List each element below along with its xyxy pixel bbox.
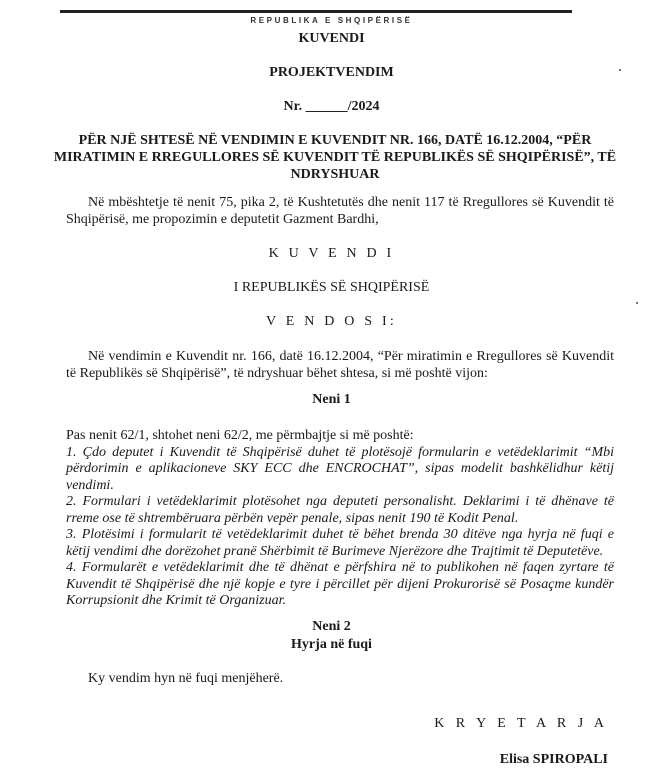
article-1-item: 2. Formulari i vetëdeklarimit plotësohet nga deputeti personalisht. Deklarimi i të dhënave të rreme ose të shtrembëruara përbën vepër penale, sipas nenit 190 të Kodit Penal. — [66, 494, 614, 526]
republic-header: REPUBLIKA E SHQIPËRISË — [250, 16, 413, 25]
assembly-name: K U V E N D I — [268, 246, 395, 261]
signature-role: K R Y E T A R J A — [434, 716, 608, 731]
decides-heading: V E N D O S I: — [266, 314, 397, 329]
article-1-item: 1. Çdo deputet i Kuvendit të Shqipërisë duhet të plotësojë formularin e vetëdeklarimit “Mbi përdorimin e aplikacioneve SKY ECC dhe ENCROCHAT”, sipas modelit bashkëlidhur këtij vendimi. — [66, 444, 614, 493]
signature-name: Elisa SPIROPALI — [499, 752, 608, 767]
article-1-item: 4. Formularët e vetëdeklarimit dhe të dhënat e përfshira në to publikohen në faqen zyrtare të Kuvendit të Shqipërisë dhe një kopje e tyre i përcillet për dijeni Prokurorisë së Posaçme kundër Korrupsionit dhe Krimit të Organizuar. — [66, 560, 614, 608]
article-1-body — [66, 428, 614, 610]
article-1-item: 3. Plotësimi i formularit të vetëdeklarimit duhet të bëhet brenda 30 ditëve nga hyrja në fuqi e këtij vendimi dhe dorëzohet pranë Shërbimit të Burimeve Njerëzore dhe Trajtimit të Deputetëve. — [66, 527, 614, 559]
article-2-subheading: Hyrja në fuqi — [291, 637, 372, 652]
intro-paragraph: Në vendimin e Kuvendit nr. 166, datë 16.12.2004, “Për miratimin e Rregullores së Kuvendit të Republikës së Shqipërisë”, të ndryshuar bëhet shtesa, si më poshtë vijon: — [66, 349, 614, 381]
article-2-text: Ky vendim hyn në fuqi menjëherë. — [88, 671, 284, 686]
article-2-heading: Neni 2 — [312, 619, 351, 634]
document-type: PROJEKTVENDIM — [269, 65, 394, 80]
preamble-paragraph: Në mbështetje të nenit 75, pika 2, të Kushtetutës dhe nenit 117 të Rregullores së Kuvendit të Shqipërisë, me propozimin e deputetit Gazment Bardhi, — [66, 195, 614, 227]
scan-speck — [619, 69, 621, 71]
article-1-lead: Pas nenit 62/1, shtohet neni 62/2, me përmbajtje si më poshtë: — [66, 428, 414, 443]
article-1-heading: Neni 1 — [312, 392, 351, 407]
document-number: Nr. ______/2024 — [283, 99, 380, 114]
document-title: PËR NJË SHTESË NË VENDIMIN E KUVENDIT NR. 166, DATË 16.12.2004, “PËR MIRATIMIN E RREGULLORES SË KUVENDIT TË REPUBLIKËS SË SHQIPËRISË”, TË NDRYSHUAR — [53, 133, 617, 182]
scan-speck — [636, 302, 638, 304]
header-rule — [60, 10, 572, 13]
assembly-of: I REPUBLIKËS SË SHQIPËRISË — [233, 280, 430, 295]
institution-header: KUVENDI — [298, 31, 365, 46]
